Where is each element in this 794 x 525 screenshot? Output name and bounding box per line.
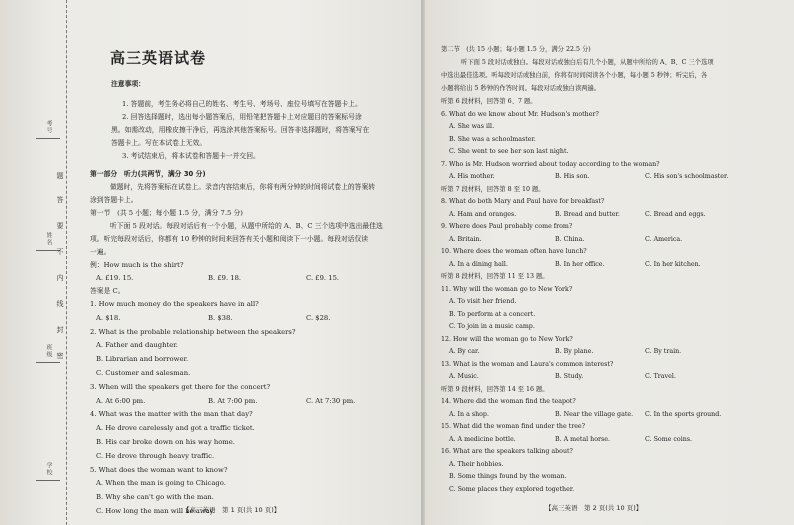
example-option: B. £9. 18. — [208, 274, 242, 282]
seal-dashed-line — [66, 0, 67, 525]
question-text: 2. What is the probable relationship between the speakers? — [90, 327, 296, 336]
answer-option: A. To visit her friend. — [449, 298, 517, 305]
section2-title: 第二节 (共 15 小题；每小题 1.5 分，满分 22.5 分) — [441, 46, 591, 53]
material-intro: 听第 7 段材料，回答第 8 至 10 题。 — [441, 185, 545, 193]
answer-option: B. Librarian and borrower. — [96, 355, 189, 364]
answer-option: C. Travel. — [645, 373, 676, 380]
notice-line: 2. 回答选择题时，选出每小题答案后，用铅笔把答题卡上对应题目的答案标号涂 — [122, 113, 362, 121]
answer-option: C. Customer and salesman. — [96, 369, 191, 377]
binding-strip — [0, 0, 82, 525]
answer-option: C. How long the man will be away. — [96, 507, 215, 515]
question-text: 8. What do both Mary and Paul have for breakfast? — [441, 198, 605, 205]
answer-option: C. Some coins. — [645, 435, 693, 443]
left-footer: 【高三英语 第 1 页(共 10 页)】 — [183, 506, 281, 514]
answer-option: A. In a shop. — [449, 410, 489, 418]
answer-option: A. She was ill. — [449, 123, 495, 130]
notice-title: 注意事项： — [111, 80, 145, 88]
question-text: 14. Where did the woman find the teapot? — [441, 398, 576, 405]
answer-option: A. When the man is going to Chicago. — [96, 479, 226, 488]
answer-option: B. At 7:00 pm. — [208, 396, 258, 405]
answer-option: A. Ham and oranges. — [449, 210, 517, 218]
answer-option: A. A medicine bottle. — [449, 435, 516, 443]
school-label: 学校 — [45, 462, 52, 476]
school-line — [36, 480, 60, 481]
question-text: 10. Where does the woman often have lunch? — [441, 248, 587, 255]
answer-option: B. Bread and butter. — [555, 210, 620, 218]
answer-option: A. By car. — [449, 348, 480, 355]
answer-option: C. Some places they explored together. — [449, 485, 575, 493]
answer-option: A. Music. — [449, 373, 479, 380]
notice-line: 答题卡上。写在本试卷上无效。 — [111, 139, 207, 147]
question-text: 3. When will the speakers get there for the concert? — [90, 382, 271, 391]
answer-option: A. Father and daughter. — [96, 341, 178, 350]
question-text: 7. Who is Mr. Hudson worried about today according to the woman? — [441, 160, 660, 168]
notice-line: 1. 答题前，考生务必将自己的姓名、考生号、考场号、座位号填写在答题卡上。 — [122, 100, 362, 108]
question-text: 1. How much money do the speakers have in all? — [90, 300, 259, 308]
question-text: 9. Where does Paul probably come from? — [441, 223, 573, 230]
answer-option: A. At 6:00 pm. — [96, 396, 146, 405]
answer-option: C. Bread and eggs. — [645, 210, 706, 218]
exam-number-label: 考号 — [45, 120, 52, 134]
answer-option: B. His son. — [555, 173, 590, 180]
material-intro: 听第 8 段材料，回答第 11 至 13 题。 — [441, 273, 549, 280]
example-question: 例：How much is the shirt? — [90, 261, 184, 269]
answer-option: C. By train. — [645, 348, 682, 355]
material-intro: 听第 9 段材料，回答第 14 至 16 题。 — [441, 385, 549, 393]
answer-option: B. Some things found by the woman. — [449, 473, 567, 480]
answer-option: C. He drove through heavy traffic. — [96, 451, 215, 460]
question-text: 16. What are the speakers talking about? — [441, 448, 573, 455]
right-footer: 【高三英语 第 2 页(共 10 页)】 — [545, 504, 643, 512]
section1-desc: 项。听完每段对话后，你都有 10 秒钟的时间来回答有关小题和阅读下一小题。每段对话仅读 — [90, 235, 369, 243]
question-text: 5. What does the woman want to know? — [90, 465, 228, 474]
material-intro: 听第 6 段材料，回答第 6、7 题。 — [441, 98, 537, 105]
seal-char: 线 — [56, 300, 64, 307]
page-title: 高三英语试卷 — [110, 49, 207, 67]
answer-option: C. $28. — [306, 313, 331, 322]
answer-option: C. At 7:30 pm. — [306, 396, 356, 405]
answer-option: B. To perform at a concert. — [449, 310, 536, 318]
answer-option: C. To join in a music camp. — [449, 323, 535, 330]
answer-option: A. He drove carelessly and got a traffic ticket. — [96, 424, 255, 433]
seal-char: 密 — [56, 352, 64, 359]
answer-option: B. Near the village gate. — [555, 410, 634, 418]
section1-desc: 一遍。 — [90, 248, 111, 256]
answer-option: B. She was a schoolmaster. — [449, 135, 536, 143]
question-text: 6. What do we know about Mr. Hudson's mother? — [441, 110, 599, 118]
part1-desc: 涂到答题卡上。 — [90, 196, 138, 204]
section1-title: 第一节 (共 5 小题；每小题 1.5 分，满分 7.5 分) — [90, 209, 243, 217]
example-option: A. £19. 15. — [96, 274, 134, 282]
question-text: 15. What did the woman find under the tree? — [441, 423, 586, 430]
class-label: 班级 — [45, 344, 52, 358]
right-page — [425, 0, 794, 525]
answer-option: A. His mother. — [449, 173, 495, 180]
part1-desc: 做题时，先将答案标在试卷上。录音内容结束后，你将有两分钟的时间将试卷上的答案转 — [110, 183, 376, 191]
answer-option: C. America. — [645, 235, 683, 243]
answer-option: A. Their hobbies. — [449, 460, 504, 468]
answer-option: B. China. — [555, 235, 585, 243]
answer-option: A. In a dining hall. — [449, 260, 508, 268]
answer-option: B. Why she can't go with the man. — [96, 493, 214, 502]
seal-char: 题 — [56, 172, 64, 179]
notice-line: 黑。如需改动，用橡皮擦干净后，再选涂其他答案标号。回答非选择题时，将答案写在 — [111, 126, 370, 134]
answer-option: B. A metal horse. — [555, 435, 610, 443]
class-line — [36, 362, 60, 363]
section2-desc: 中选出最佳选项。听每段对话或独白前，你将有时间阅读各个小题，每小题 5 秒钟；听完后，各 — [441, 72, 708, 79]
seal-char: 封 — [56, 326, 64, 333]
answer-option: B. Study. — [555, 373, 584, 380]
example-option: C. £9. 15. — [306, 274, 340, 282]
answer-option: B. His car broke down on his way home. — [96, 438, 235, 446]
answer-option: B. In her office. — [555, 260, 605, 268]
question-text: 11. Why will the woman go to New York? — [441, 285, 573, 293]
answer-option: B. By plane. — [555, 348, 594, 355]
name-label: 姓名 — [45, 232, 52, 246]
section1-desc: 听下面 5 段对话。每段对话后有一个小题，从题中所给的 A、B、C 三个选项中选出最佳选 — [110, 222, 383, 230]
exam-number-line — [36, 138, 60, 139]
answer-option: B. $38. — [208, 313, 233, 322]
seal-char: 要 — [56, 222, 64, 229]
question-text: 13. What is the woman and Laura's common interest? — [441, 360, 614, 368]
question-text: 4. What was the matter with the man that day? — [90, 410, 253, 419]
answer-option: C. In the sports ground. — [645, 410, 722, 418]
part1-title: 第一部分 听力(共两节，满分 30 分) — [90, 170, 206, 178]
example-answer: 答案是 C。 — [90, 287, 125, 295]
notice-line: 3. 考试结束后，将本试卷和答题卡一并交回。 — [122, 152, 260, 160]
question-text: 12. How will the woman go to New York? — [441, 335, 573, 343]
answer-option: A. $18. — [96, 313, 121, 322]
seal-char: 内 — [56, 274, 64, 281]
answer-option: C. In her kitchen. — [645, 260, 701, 268]
seal-char: 不 — [56, 248, 64, 255]
section2-desc: 听下面 5 段对话或独白。每段对话或独白后有几个小题，从题中所给的 A、B、C 三个选项 — [461, 59, 714, 66]
answer-option: C. She went to see her son last night. — [449, 148, 569, 155]
section2-desc: 小题将给出 5 秒钟的作答时间。每段对话或独白读两遍。 — [441, 85, 601, 92]
seal-char: 答 — [56, 196, 64, 203]
answer-option: A. Britain. — [449, 235, 482, 243]
answer-option: C. His son's schoolmaster. — [645, 173, 729, 180]
